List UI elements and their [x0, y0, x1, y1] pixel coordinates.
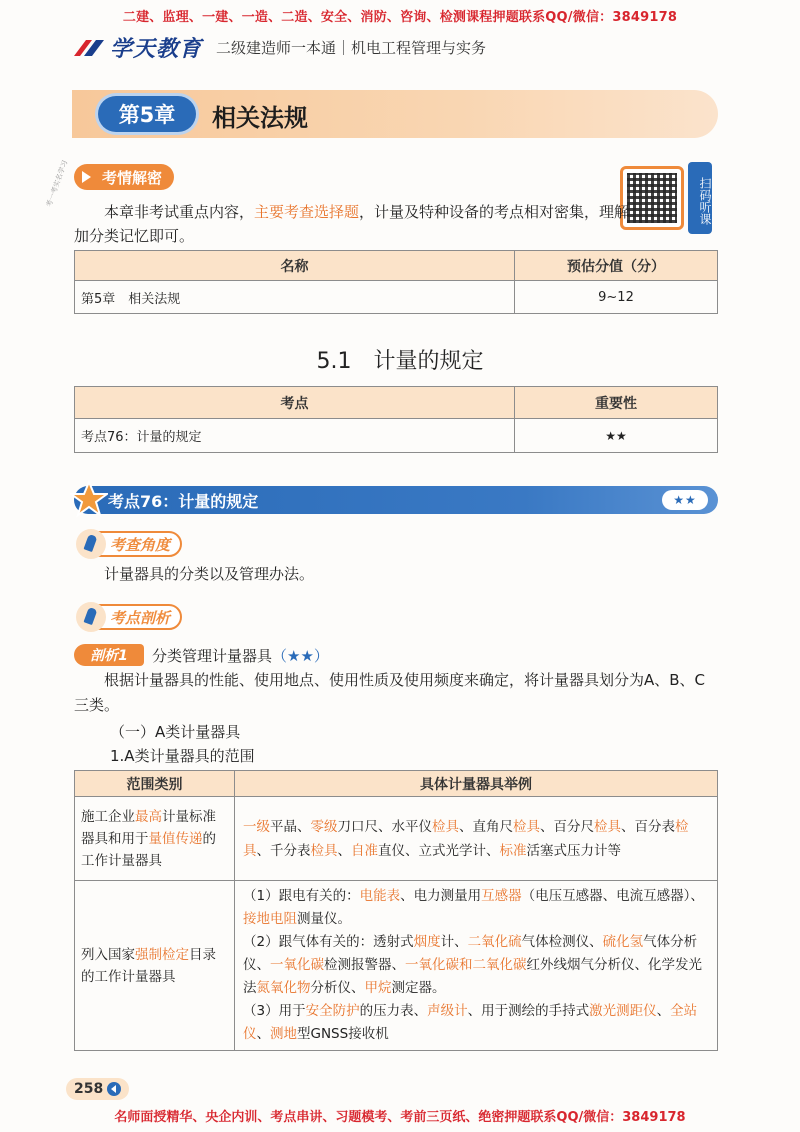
cell-text: 硫化氢 [602, 934, 644, 950]
cell-text: 电能表 [359, 888, 401, 904]
cell-text: 一级 [243, 818, 270, 835]
arrow-left-icon [107, 1082, 121, 1096]
keypoint-table [74, 386, 718, 453]
cell-text: 、 [337, 842, 351, 859]
cell-text: 平晶、 [270, 818, 311, 835]
pen-icon [76, 529, 106, 559]
score-table [74, 250, 718, 314]
table-row [75, 881, 718, 1051]
table-cell [75, 797, 235, 881]
importance-stars: ★★ [662, 490, 708, 510]
page-header [72, 32, 486, 62]
table-row [75, 797, 718, 881]
cell-text: 刀口尺、水平仪 [337, 818, 432, 835]
cell-text: 气体分析仪、 [243, 934, 698, 973]
section-title: 5.1 计量的规定 [316, 349, 484, 374]
subheading-a-class: （一）A类计量器具 [110, 723, 241, 741]
intro-text-a: 本章非考试重点内容， [104, 203, 255, 221]
cell-text: 最高 [135, 808, 162, 825]
table-header-row [75, 387, 718, 419]
cell-text: 检具 [594, 818, 621, 835]
cell-text: 测定器。 [391, 980, 446, 996]
table-header: 范围类别 [75, 771, 235, 797]
cell-text: 检具 [310, 842, 338, 859]
cell-text: （3）用于 [243, 1003, 306, 1019]
table-cell: 9~12 [515, 281, 718, 314]
cell-text: 烟度 [413, 934, 441, 950]
subheading-a-range: 1.A类计量器具的范围 [110, 747, 255, 765]
cell-paragraph [243, 885, 709, 931]
cell-text: 量值传递 [148, 830, 203, 847]
cell-text: （电压互感器、电流互感器）、 [521, 888, 704, 904]
cell-text: 施工企业 [81, 808, 135, 825]
cell-text: 声级计 [427, 1003, 468, 1019]
cell-text: 、百分表 [621, 818, 675, 835]
angle-tag [78, 531, 182, 557]
table-header-row [75, 771, 718, 797]
table-header: 考点 [75, 387, 515, 419]
scan-listen-label: 扫码听课 [688, 162, 712, 234]
table-header-row [75, 251, 718, 281]
cell-paragraph [243, 1000, 709, 1046]
cell-text: 红外线烟气分析仪、化学发光法 [243, 957, 702, 996]
side-watermark: 考一考实名学习 [44, 159, 70, 209]
chapter-number: 第5章 [98, 96, 196, 132]
cell-text: 、直角尺 [459, 818, 513, 835]
table-cell [235, 881, 718, 1051]
cell-text: 一氧化碳 [270, 957, 324, 973]
cell-text: 接地电阻 [243, 911, 297, 927]
cell-text: 气体检测仪、 [521, 934, 603, 950]
table-header: 预估分值（分） [515, 251, 718, 281]
analysis-tag-label: 考点剖析 [110, 608, 171, 627]
cell-text: 直仪、立式光学计、 [378, 842, 500, 859]
cell-text: 的压力表、 [359, 1003, 428, 1019]
table-header: 重要性 [515, 387, 718, 419]
cell-text: 型GNSS接收机 [297, 1026, 389, 1042]
cell-text: 、用于测绘的手持式 [467, 1003, 590, 1019]
play-arrow-icon [82, 171, 91, 183]
cell-text: 、电力测量用 [400, 888, 482, 904]
cell-text: 检测报警器、 [324, 957, 405, 973]
qr-code-panel[interactable] [620, 162, 716, 232]
cell-text: （1）跟电有关的： [243, 888, 360, 904]
cell-text: 二氧化硫 [467, 934, 522, 950]
cell-text: 计、 [440, 934, 468, 950]
range-table [74, 770, 718, 1051]
intro-text-b: ，计量及特种设备的考点相对密集，理解加分类记忆即可。 [74, 203, 630, 245]
cell-text: 激光测距仪 [589, 1003, 657, 1019]
cell-text: （2）跟气体有关的：透射式 [243, 934, 414, 950]
table-row [75, 281, 718, 314]
table-cell [75, 881, 235, 1051]
logo-icon [72, 36, 106, 58]
cell-paragraph [243, 931, 709, 1000]
cell-text: 计量标准器具和用于 [81, 808, 216, 847]
top-banner: 二建、监理、一建、一造、二造、安全、消防、咨询、检测课程押题联系QQ/微信：3849178 [122, 10, 678, 25]
table-header: 名称 [75, 251, 515, 281]
angle-text: 计量器具的分类以及管理办法。 [104, 565, 315, 583]
cell-text: 分析仪、 [310, 980, 365, 996]
table-header: 具体计量器具举例 [235, 771, 718, 797]
cell-text: 目录的工作计量器具 [81, 946, 216, 985]
exam-info-tag [74, 164, 174, 190]
cell-text: 测量仪。 [297, 911, 351, 927]
cell-text: 安全防护 [305, 1003, 360, 1019]
table-cell: ★★ [515, 419, 718, 453]
star-icon [70, 480, 108, 518]
cell-text: 甲烷 [364, 980, 392, 996]
lock-icon [76, 602, 106, 632]
exam-intro [74, 200, 634, 248]
table-cell [235, 797, 718, 881]
cell-text: 氮氧化物 [256, 980, 311, 996]
analysis-title [152, 645, 329, 666]
cell-text: 检具 [432, 818, 459, 835]
exam-info-tag-label: 考情解密 [102, 168, 163, 187]
cell-text: 一氧化碳和二氧化碳 [405, 957, 527, 973]
cell-text: 、 [656, 1003, 671, 1019]
keypoint-title: 考点76：计量的规定 [108, 492, 259, 511]
table-cell: 考点76：计量的规定 [75, 419, 515, 453]
cell-text: 测地 [270, 1026, 297, 1042]
cell-text: 检具 [243, 818, 689, 859]
cell-text: 零级 [310, 818, 338, 835]
angle-tag-label: 考查角度 [110, 535, 171, 554]
cell-text: 自准 [351, 842, 378, 859]
intro-highlight: 主要考查选择题 [254, 203, 360, 221]
page-number [66, 1078, 129, 1100]
cell-text: 互感器 [481, 888, 522, 904]
chapter-title: 相关法规 [212, 104, 308, 132]
bottom-banner: 名师面授精华、央企内训、考点串讲、习题模考、考前三页纸、绝密押题联系QQ/微信：3849178 [114, 1110, 686, 1125]
logo-text: 学天教育 [110, 36, 203, 62]
cell-text: 、 [256, 1026, 270, 1042]
cell-text: 全站仪 [243, 1003, 698, 1042]
cell-text: 标准 [499, 842, 527, 859]
page-number-text: 258 [74, 1081, 104, 1097]
analysis-tag [78, 604, 182, 630]
cell-text: 的工作计量器具 [81, 830, 216, 869]
cell-text: 、千分表 [256, 842, 311, 859]
cell-text: 列入国家 [81, 946, 135, 963]
analysis-pill: 剖析1 [74, 644, 144, 666]
cell-text: 强制检定 [135, 946, 189, 963]
analysis-stars: （★★） [272, 647, 329, 665]
book-title: 二级建造师一本通｜机电工程管理与实务 [216, 38, 487, 57]
cell-text: 活塞式压力计等 [526, 842, 621, 859]
cell-text: 、百分尺 [540, 818, 594, 835]
cell-text: 检具 [513, 818, 540, 835]
analysis-body: 根据计量器具的性能、使用地点、使用性质及使用频度来确定，将计量器具划分为A、B、C三类。 [74, 671, 706, 714]
table-row [75, 419, 718, 453]
analysis-title-text: 分类管理计量器具 [152, 647, 273, 665]
table-cell: 第5章 相关法规 [75, 281, 515, 314]
